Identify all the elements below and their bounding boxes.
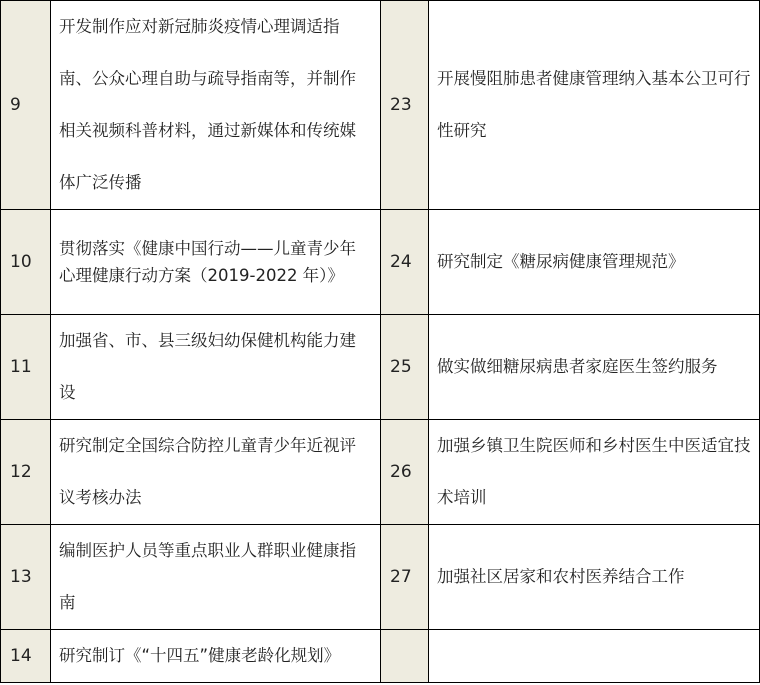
item-text: 研究制定全国综合防控儿童青少年近视评议考核办法: [51, 420, 381, 525]
item-text: 研究制定《糖尿病健康管理规范》: [429, 210, 760, 315]
table-row: [1, 315, 760, 420]
item-number: 26: [381, 420, 429, 525]
table-row: [1, 1, 760, 210]
table-row: [1, 525, 760, 630]
item-text: 开展慢阻肺患者健康管理纳入基本公卫可行性研究: [429, 1, 760, 210]
item-text: 加强乡镇卫生院医师和乡村医生中医适宜技术培训: [429, 420, 760, 525]
item-number: [381, 630, 429, 683]
item-text: 加强社区居家和农村医养结合工作: [429, 525, 760, 630]
item-number: 27: [381, 525, 429, 630]
item-text: 加强省、市、县三级妇幼保健机构能力建设: [51, 315, 381, 420]
item-number: 9: [1, 1, 51, 210]
table-row: [1, 630, 760, 683]
item-text: [429, 630, 760, 683]
item-text: 做实做细糖尿病患者家庭医生签约服务: [429, 315, 760, 420]
item-number: 23: [381, 1, 429, 210]
item-number: 25: [381, 315, 429, 420]
item-number: 14: [1, 630, 51, 683]
item-number: 12: [1, 420, 51, 525]
item-text: 开发制作应对新冠肺炎疫情心理调适指南、公众心理自助与疏导指南等，并制作相关视频科普材料，通过新媒体和传统媒体广泛传播: [51, 1, 381, 210]
item-text: 贯彻落实《健康中国行动——儿童青少年心理健康行动方案（2019-2022 年）》: [51, 210, 381, 315]
item-text: 编制医护人员等重点职业人群职业健康指南: [51, 525, 381, 630]
table-row: [1, 210, 760, 315]
item-number: 24: [381, 210, 429, 315]
table-row: [1, 420, 760, 525]
item-number: 13: [1, 525, 51, 630]
item-number: 10: [1, 210, 51, 315]
item-text: 研究制订《“十四五”健康老龄化规划》: [51, 630, 381, 683]
item-number: 11: [1, 315, 51, 420]
